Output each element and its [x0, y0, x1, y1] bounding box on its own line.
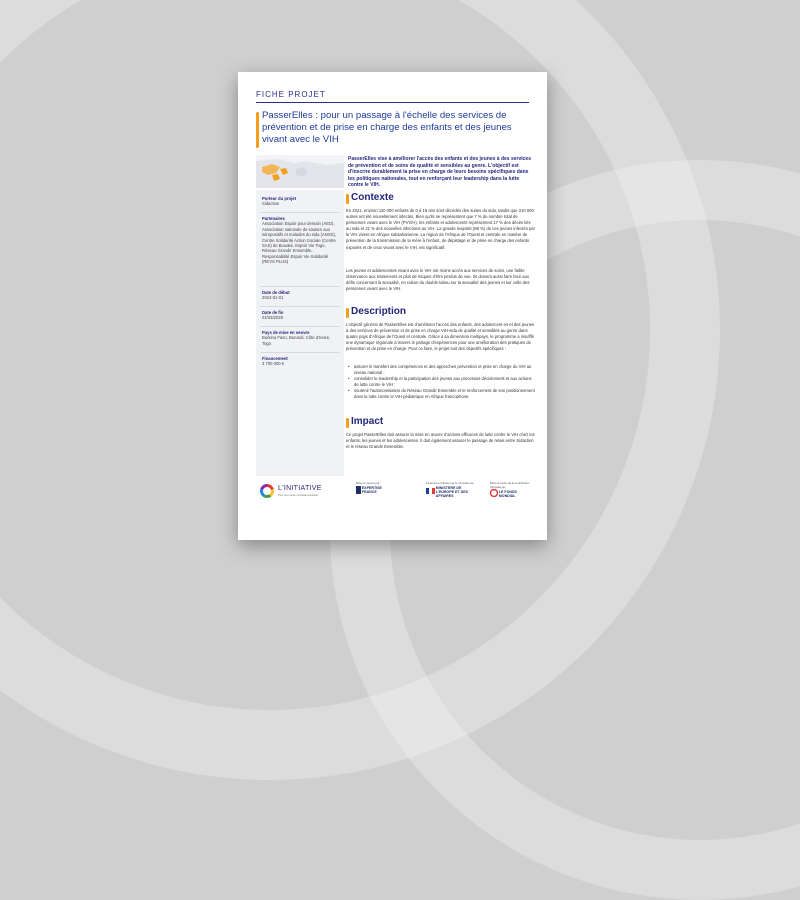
sidebar-item-date-fin	[262, 310, 340, 321]
sidebar-value: Association Espoir pour demain (AED), Association nationale de soutien aux séropositifs et malades du sida (ANSS), Centre Solidarité Action Sociale (Centre SAS) de Bouaké, Espoir Vie Togo, Réseau Grandir Ensemble, Responsabilité Espoir Vie Solidarité (REVS PLUS)	[262, 221, 337, 265]
list-item: • soutenir l'autonomisation du Réseau Grandir Ensemble et le renforcement de son positionnement dans la lutte contre le VIH pédiatrique en Afrique francophone.	[348, 388, 535, 400]
section-heading-contexte: Contexte	[351, 192, 394, 203]
sidebar-divider	[260, 212, 340, 213]
title-accent	[256, 112, 259, 148]
french-flag-icon	[426, 488, 435, 496]
doc-header-label: FICHE PROJET	[256, 90, 326, 99]
section-accent	[346, 194, 349, 204]
sidebar-label: Partenaires	[262, 216, 285, 221]
sidebar-item-pays	[262, 330, 340, 346]
partner-caption: Dans le cadre de la contribution française au	[490, 481, 530, 489]
project-info-sidebar	[256, 190, 344, 476]
doc-title: PasserElles : pour un passage à l'échelle des services de prévention et de prise en charge des enfants et des jeunes vivant avec le VIH	[262, 110, 512, 145]
objectives-list	[346, 364, 536, 401]
partner-name: MINISTÈRE DE L'EUROPE ET DES AFFAIRES	[435, 485, 468, 498]
partner-fonds-mondial	[490, 482, 534, 499]
sidebar-label: Pays de mise en oeuvre	[262, 330, 310, 335]
sidebar-value: Burkina Faso, Burundi, Côte d'Ivoire, Togo	[262, 335, 331, 346]
expertise-france-logo-icon	[356, 486, 361, 496]
partner-expertise-france	[356, 482, 396, 495]
sidebar-divider	[260, 326, 340, 327]
partner-ministere	[426, 482, 474, 498]
sidebar-label: Date de début	[262, 290, 290, 295]
contexte-paragraph-2: Les jeunes et adolescentes vivant avec le VIH ont moins accès aux services de soins, une faible observance aux traitements et plus de risques d'être perdus de vue. Ils doivent aussi faire face aux défis concernant la sexualité, en raison du double tabou sur la sexualité des jeunes et sur celle des personnes vivant avec le VIH.	[346, 268, 530, 292]
partner-name: EXPERTISE FRANCE	[361, 486, 382, 495]
impact-paragraph: Ce projet PasserElles doit assurer la mise en œuvre d'actions efficaces de lutte contre le VIH chez les enfants, les jeunes et les adolescentes. Il doit également assurer le passage de relais entre Sidaction et le réseau Grandir Ensemble.	[346, 432, 535, 450]
sidebar-value: 01/03/2028	[262, 315, 283, 321]
sidebar-item-date-debut	[262, 290, 340, 301]
partner-name: LE FONDS MONDIAL	[498, 489, 517, 498]
sidebar-value: Sidaction	[262, 201, 280, 207]
sidebar-label: Financement	[262, 356, 288, 361]
sidebar-label: Porteur du projet	[262, 196, 296, 201]
sidebar-item-porteur	[262, 196, 340, 207]
partner-caption: Financée et pilotée par le ministère de	[426, 481, 474, 485]
sidebar-divider	[260, 352, 340, 353]
section-heading-impact: Impact	[351, 416, 384, 427]
header-rule	[256, 102, 529, 103]
sidebar-value: 2024-01-01	[262, 295, 284, 301]
logo-ring-icon	[260, 484, 274, 498]
sidebar-divider	[260, 286, 340, 287]
fonds-mondial-logo-icon	[490, 489, 498, 499]
section-accent	[346, 418, 349, 428]
list-item: • consolider le leadership et la participation des jeunes aux processus décisionnels et aux actions de lutte contre le VIH ;	[348, 376, 532, 388]
sidebar-item-financement	[262, 356, 340, 367]
sidebar-value: 3 700 000 €	[262, 361, 285, 367]
partner-caption: Mise en œuvre par :	[356, 481, 382, 485]
list-item: • assurer le transfert des compétences et des approches prévention et prise en charge du VIH au niveau national ;	[348, 364, 532, 376]
summary-intro: PasserElles vise à améliorer l'accès des enfants et des jeunes à des services de prévention et de soins de qualité et sensibles au genre. L'objectif est d'inscrire durablement la prise en charge de leurs besoins spécifiques dans les politiques nationales, tout en renforçant leur leadership dans la lutte contre le VIH.	[348, 156, 531, 189]
logo-name: L'INITIATIVE	[278, 485, 322, 492]
logo-tagline: Pour une santé mondiale équitable	[278, 494, 319, 497]
section-accent	[346, 308, 349, 318]
sidebar-divider	[260, 306, 340, 307]
document-page	[238, 72, 547, 540]
sidebar-item-partenaires	[262, 216, 340, 265]
africa-map	[256, 155, 344, 188]
description-paragraph: L'objectif général de PasserElles est d'améliorer l'accès des enfants, des adolescent·es et des jeunes à des services de prévention et de prise en charge VIH-sida de qualité et sensibles au genre dans quatre pays d'Afrique de l'Ouest et centrale. Grâce à sa dimension multipays, le programme a insufflé une dynamique régionale à travers le partage d'expériences pour une amélioration des pratiques de prévention et de prise en charge. Pour ce faire, le projet suit des objectifs spécifiques :	[346, 322, 535, 352]
section-heading-description: Description	[351, 306, 407, 317]
initiative-logo	[260, 482, 330, 508]
sidebar-label: Date de fin	[262, 310, 284, 315]
contexte-paragraph-1: En 2021, environ 110 000 enfants de 0 à 19 ans sont décédés des suites du sida, tandis que 310 000 autres ont été nouvellement infectés. Bien qu'ils ne représentent que 7 % du nombre total de personnes vivant avec le VIH (PVVIH), les enfants et adolescents représentent 17 % des décès liés au sida et 21 % des nouvelles infections au VIH. La grande majorité (88 %) de ces jeunes infectés par le VIH vivent en Afrique subsaharienne. La région de l'Afrique de l'Ouest et centrale en matière de prévention de la transmission de la mère à l'enfant, de dépistage et de prise en charge des enfants exposés et de ceux vivant avec le VIH, est significatif.	[346, 208, 536, 250]
